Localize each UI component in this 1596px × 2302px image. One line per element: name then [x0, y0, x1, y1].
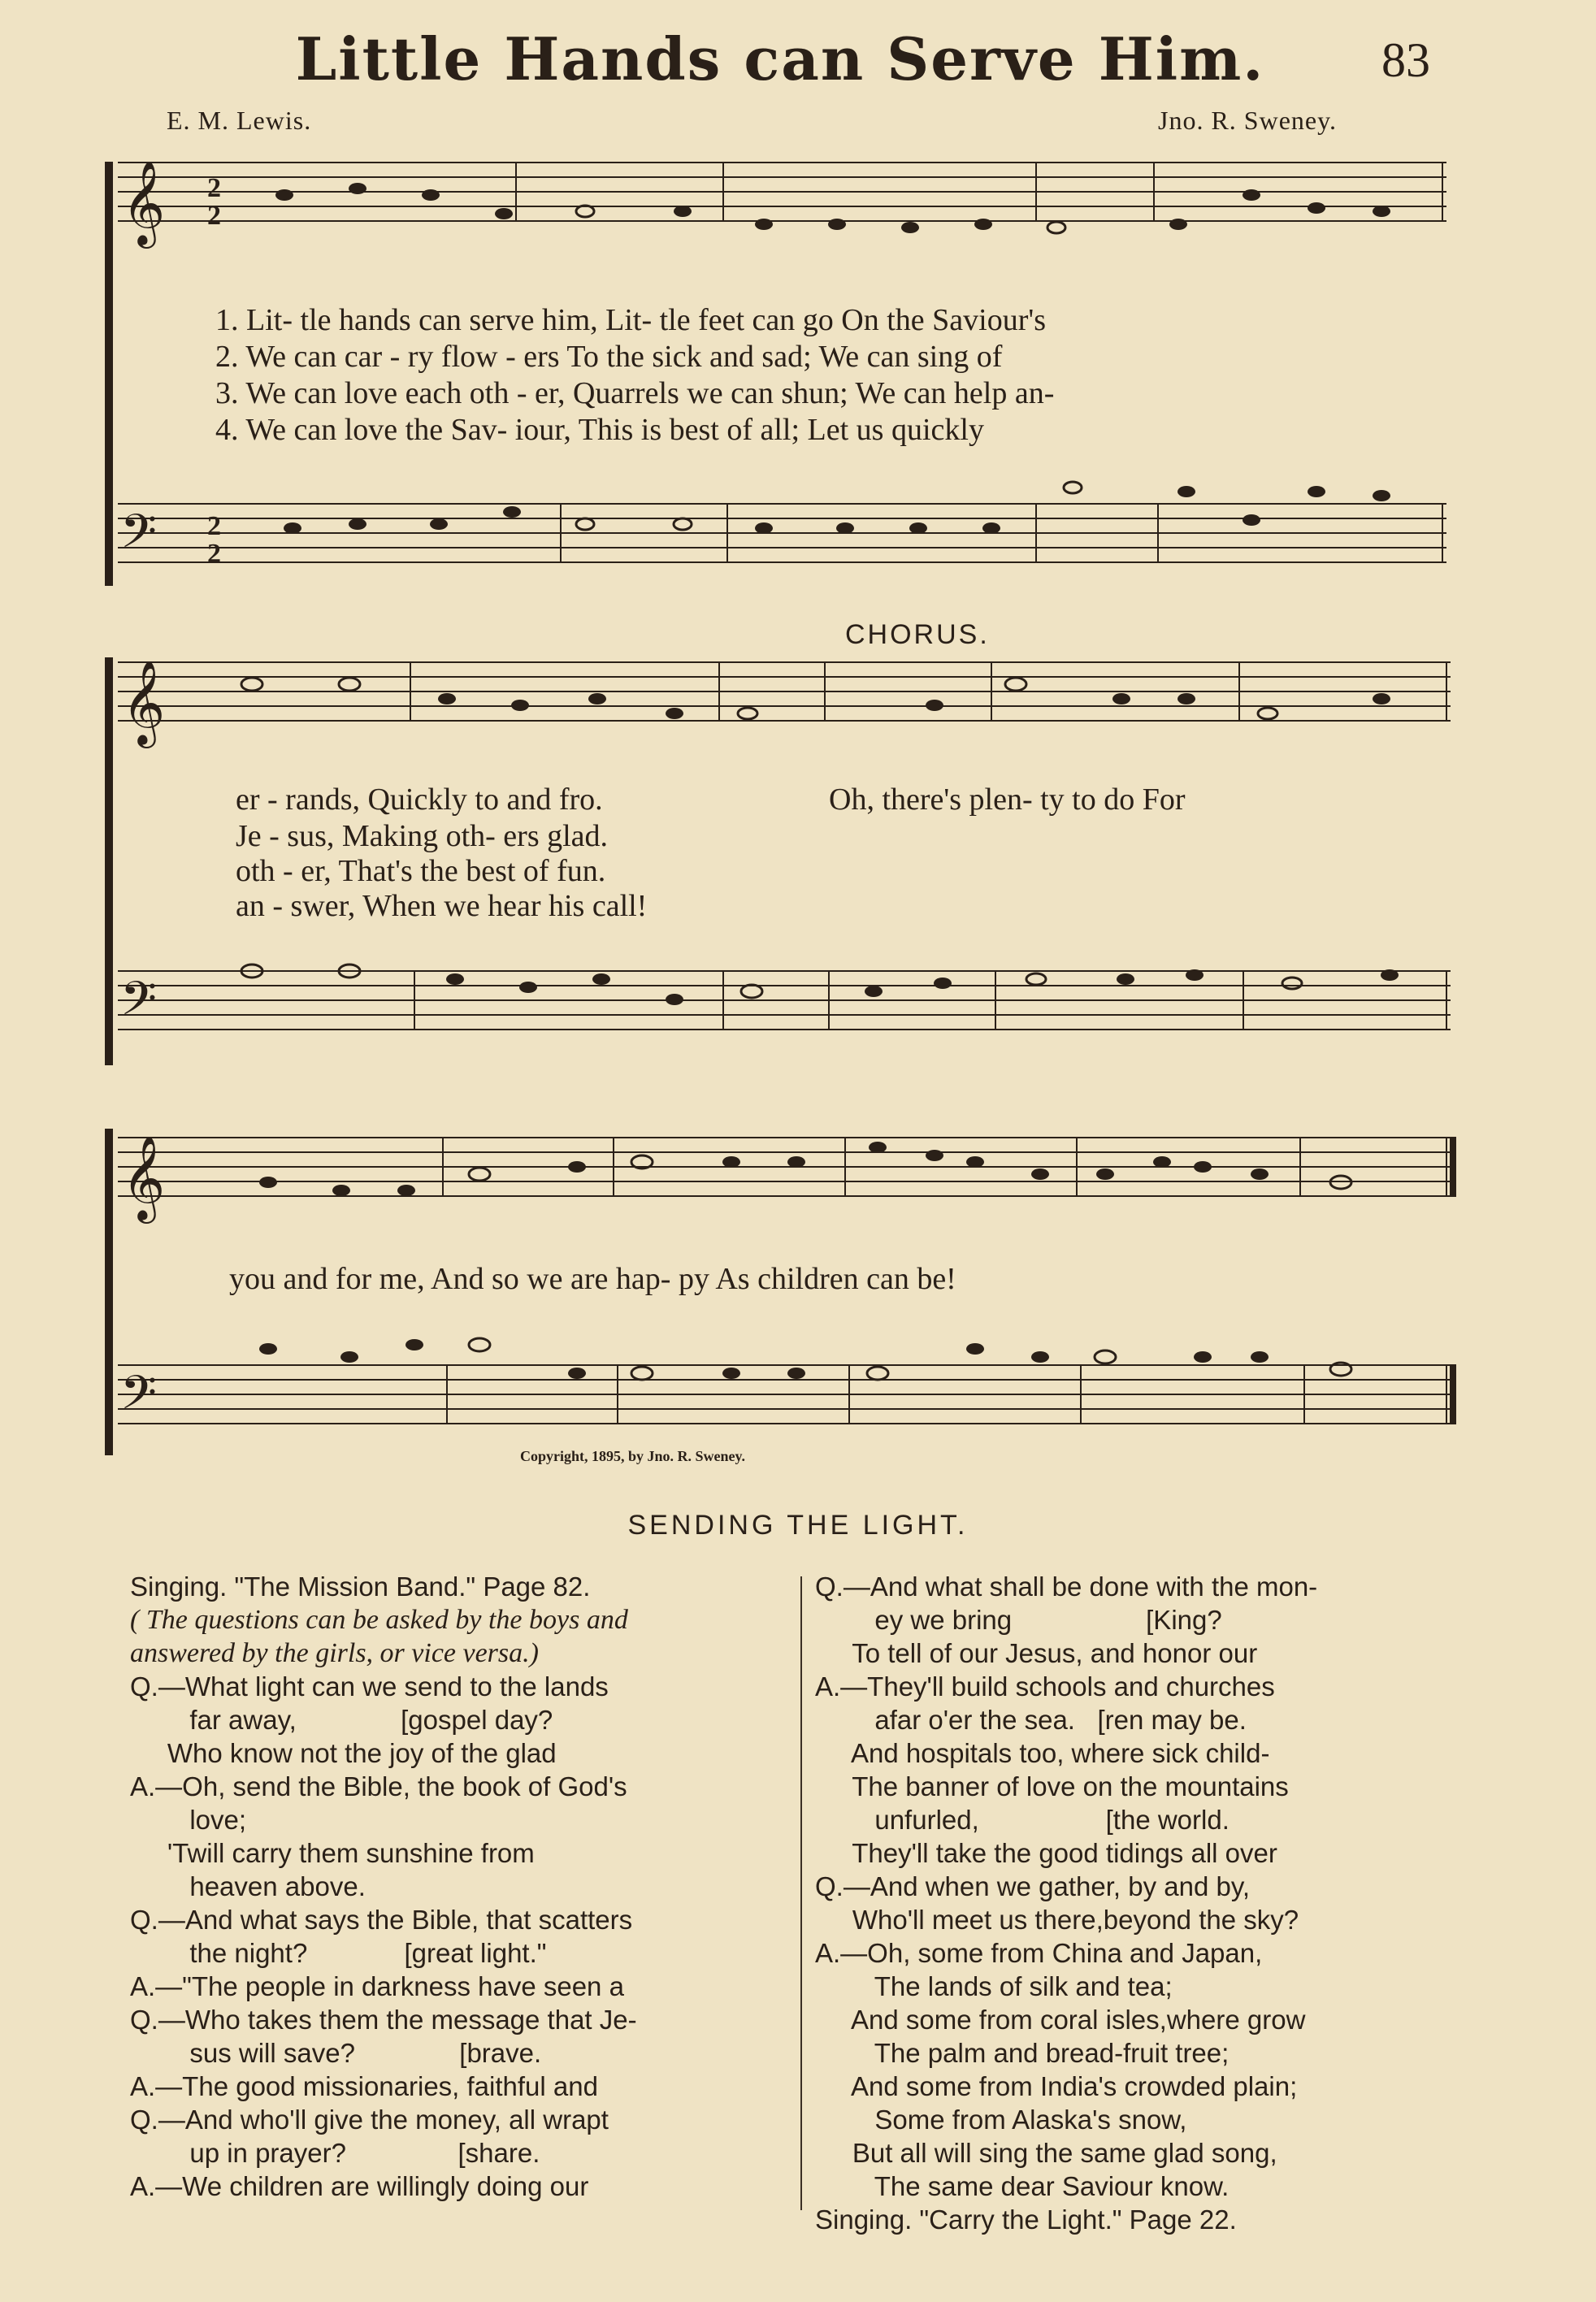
svg-text:𝄢: 𝄢	[120, 504, 158, 570]
hymn-title: Little Hands can Serve Him.	[295, 24, 1265, 93]
line: afar o'er the sea. [ren may be.	[815, 1705, 1247, 1735]
page-number: 83	[1381, 33, 1430, 87]
line: Who'll meet us there,beyond the sky?	[815, 1905, 1299, 1935]
line: the night? [great light."	[130, 1938, 547, 1968]
line: The same dear Saviour know.	[815, 2171, 1230, 2201]
line: heaven above.	[130, 1871, 366, 1901]
verse-4: 4. We can love the Sav- iour, This is best of all; Let us quickly	[215, 413, 984, 447]
line: And some from India's crowded plain;	[815, 2071, 1298, 2101]
svg-text:𝄞: 𝄞	[122, 160, 166, 245]
chorus-line-2: you and for me, And so we are hap- py As children can be!	[229, 1262, 956, 1296]
composer-credit: Jno. R. Sweney.	[1158, 106, 1338, 135]
verse-1-cont: er - rands, Quickly to and fro.	[236, 783, 603, 817]
line: Q.—Who takes them the message that Je-	[130, 2005, 637, 2035]
line: ey we bring [King?	[815, 1605, 1222, 1635]
verse-2-cont: Je - sus, Making oth- ers glad.	[236, 819, 609, 853]
svg-text:𝄞: 𝄞	[122, 1135, 166, 1220]
chorus-line-1: Oh, there's plen- ty to do For	[829, 783, 1186, 817]
line: A.—The good missionaries, faithful and	[130, 2071, 598, 2101]
recitation-title: SENDING THE LIGHT.	[627, 1510, 969, 1541]
line: A.—We children are willingly doing our	[130, 2171, 589, 2201]
line: sus will save? [brave.	[130, 2038, 542, 2068]
line: love;	[130, 1805, 247, 1835]
line: Singing. "Carry the Light." Page 22.	[815, 2204, 1237, 2235]
line: Singing. "The Mission Band." Page 82.	[130, 1572, 591, 1602]
line: A.—"The people in darkness have seen a	[130, 1971, 624, 2001]
line: Q.—And when we gather, by and by,	[815, 1871, 1251, 1901]
line: ( The questions can be asked by the boys and	[130, 1605, 628, 1635]
line: up in prayer? [share.	[130, 2138, 540, 2168]
line: And hospitals too, where sick child-	[815, 1738, 1270, 1768]
line: They'll take the good tidings all over	[815, 1838, 1277, 1868]
line: Q.—And who'll give the money, all wrapt	[130, 2105, 609, 2135]
line: Q.—And what shall be done with the mon-	[815, 1572, 1318, 1602]
line: Some from Alaska's snow,	[815, 2105, 1187, 2135]
chorus-label: CHORUS.	[845, 619, 990, 650]
line: But all will sing the same glad song,	[815, 2138, 1277, 2168]
svg-text:𝄞: 𝄞	[122, 660, 166, 745]
verse-4-cont: an - swer, When we hear his call!	[236, 889, 648, 923]
line: A.—They'll build schools and churches	[815, 1671, 1275, 1702]
svg-text:2: 2	[207, 539, 221, 569]
line: far away, [gospel day?	[130, 1705, 553, 1735]
svg-text:𝄢: 𝄢	[120, 971, 158, 1038]
lyricist-credit: E. M. Lewis.	[167, 106, 312, 135]
line: The palm and bread-fruit tree;	[815, 2038, 1230, 2068]
copyright-notice: Copyright, 1895, by Jno. R. Sweney.	[520, 1448, 746, 1464]
svg-text:2: 2	[207, 173, 221, 203]
svg-text:𝄢: 𝄢	[120, 1365, 158, 1432]
line: 'Twill carry them sunshine from	[130, 1838, 535, 1868]
line: answered by the girls, or vice versa.)	[130, 1638, 539, 1668]
line: Who know not the joy of the glad	[130, 1738, 557, 1768]
line: unfurled, [the world.	[815, 1805, 1230, 1835]
svg-text:2: 2	[207, 201, 221, 231]
line: The banner of love on the mountains	[815, 1771, 1289, 1801]
line: And some from coral isles,where grow	[815, 2005, 1306, 2035]
line: Q.—And what says the Bible, that scatters	[130, 1905, 633, 1935]
line: The lands of silk and tea;	[815, 1971, 1173, 2001]
verse-1: 1. Lit- tle hands can serve him, Lit- tle feet can go On the Saviour's	[215, 303, 1046, 337]
line: Q.—What light can we send to the lands	[130, 1671, 609, 1702]
svg-text:2: 2	[207, 511, 221, 541]
verse-3: 3. We can love each oth - er, Quarrels we can shun; We can help an-	[215, 376, 1055, 410]
recitation-left-column	[130, 1570, 780, 2203]
recitation-right-column	[815, 1570, 1473, 2236]
verse-2: 2. We can car - ry flow - ers To the sick and sad; We can sing of	[215, 340, 1003, 374]
line: A.—Oh, some from China and Japan,	[815, 1938, 1263, 1968]
line: A.—Oh, send the Bible, the book of God's	[130, 1771, 627, 1801]
verse-3-cont: oth - er, That's the best of fun.	[236, 854, 606, 888]
column-divider	[800, 1576, 802, 2210]
line: To tell of our Jesus, and honor our	[815, 1638, 1258, 1668]
